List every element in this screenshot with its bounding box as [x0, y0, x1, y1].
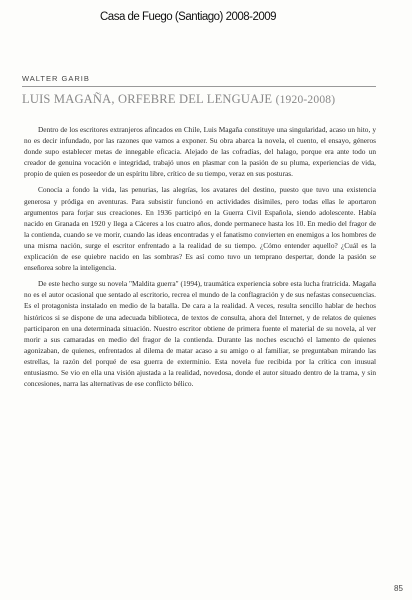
article-title-years: (1920-2008) [275, 94, 336, 106]
paragraph: De este hecho surge su novela "Maldita guerra" (1994), traumática experiencia sobre esta lucha fratricida. Magaña no es el autor ocasional que sentado al escritorio, recrea el mundo de la conflagración y de sus nefastas consecuencias. Es el protagonista instalado en medio de la batalla. De cara a la realidad. A veces, resulta sencillo hablar de hechos históricos si se dispone de una adecuada biblioteca, de textos de consulta, ahora del Internet, y de relatos de quienes participaron en una determinada situación. Nuestro escritor obtiene de primera fuente el material de su novela, al ver morir a sus camaradas en medio del fragor de la contienda. Durante las noches escuchó el lamento de quienes agonizaban, de quienes, enfrentados al dilema de matar acaso a su amigo o al familiar, se preguntaban mirando las estrellas, la razón del porqué de esa guerra de exterminio. Esta novela fue recibida por la crítica con inusual entusiasmo. Se vio en ella una visión ajustada a la realidad, novedosa, donde el autor situado dentro de la trama, y sin concesiones, narra las alternativas de ese conflicto bélico. [24, 279, 376, 389]
header-rule [22, 86, 376, 87]
article-title [22, 92, 382, 107]
paragraph: Conocía a fondo la vida, las penurias, las alegrías, los avatares del destino, puesto que tuvo una existencia generosa y pródiga en aventuras. Para subsistir funcionó en actividades disímiles, pero todas ellas le aportaron argumentos para forjar sus creaciones. En 1936 participó en la Guerra Civil Española, siendo adolescente. Había nacido en Granada en 1920 y llega a Cáceres a los cuatro años, donde permanece hasta los 10. En medio del fragor de la contienda, cuando se ve morir, cuando las ideas encontradas y el fanatismo convierten en enemigos a los hombres de una misma nación, surge el escritor enfrentado a la realidad de su tiempo. ¿Cómo entender aquello? ¿Cuál es la explicación de ese quiebre nacido en las sombras? Es así como tuvo un temprano despertar, donde la pasión se enseñorea sobre la inteligencia. [24, 185, 376, 273]
handwritten-source-note: Casa de Fuego (Santiago) 2008-2009 [100, 11, 277, 23]
article-title-text: LUIS MAGAÑA, ORFEBRE DEL LENGUAJE [22, 92, 273, 106]
paragraph: Dentro de los escritores extranjeros afincados en Chile, Luis Magaña constituye una singularidad, acaso un hito, y no es decir infundado, por las razones que vamos a exponer. Su obra abarca la novela, el cuento, el ensayo, géneros donde supo establecer metas de innegable eficacia. Alejado de las cofradías, del halago, porque era ante todo un creador de genuina vocación e integridad, trabajó unos en plasmar con la pasión de su pluma, experiencias de vida, propio de quien es poseedor de un espíritu libre, crítico de su tiempo, veraz en sus posturas. [24, 125, 376, 179]
article-body [24, 124, 376, 394]
page-number: 85 [394, 584, 403, 593]
author-name: WALTER GARIB [22, 74, 90, 83]
